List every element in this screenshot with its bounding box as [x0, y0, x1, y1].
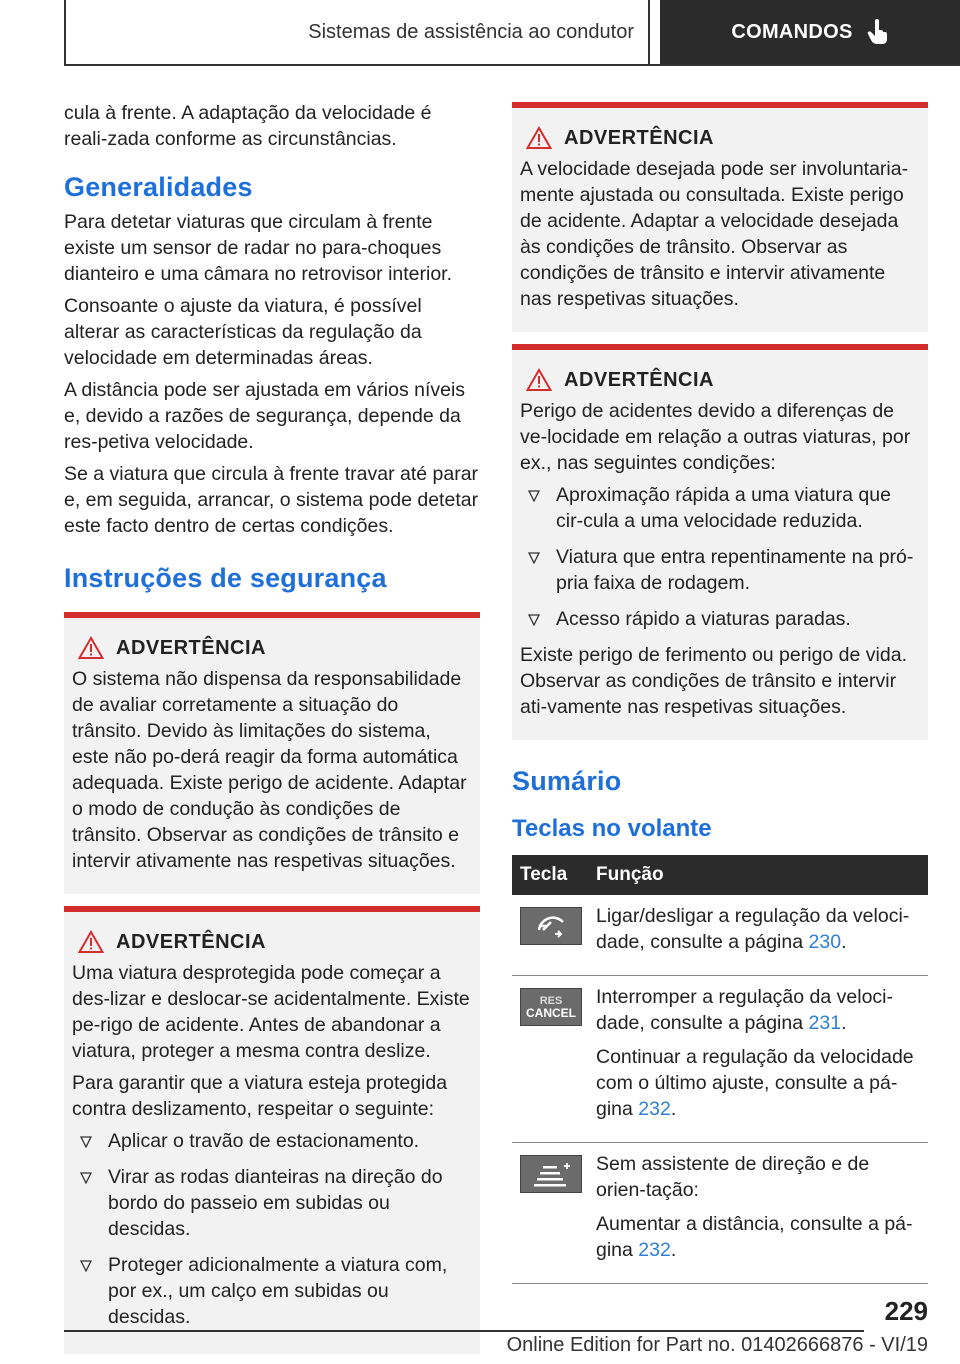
list-item-text: Virar as rodas dianteiras na direção do bordo do passeio em subidas ou descidas. — [108, 1166, 443, 1240]
heading-safety: Instruções de segurança — [64, 563, 387, 593]
warning-header — [78, 636, 472, 660]
warning-text: A velocidade desejada pode ser involuntaria-mente ajustada ou consultada. Existe perigo de acidente. Adaptar a velocidade desejada às condições de trânsito. Observar as condições de trânsito e intervir ativamente nas respetivas situações. — [520, 158, 909, 310]
table-row — [512, 895, 928, 976]
col-header-key: Tecla — [512, 855, 588, 895]
warning-box — [512, 344, 928, 740]
paragraph: A distância pode ser ajustada em vários níveis e, devido a razões de segurança, depende da res-petiva velocidade. — [64, 379, 466, 453]
table-row — [512, 1143, 928, 1284]
left-column — [64, 100, 480, 1364]
list-item-text: Viatura que entra repentinamente na pró-pria faixa de rodagem. — [556, 546, 914, 594]
warning-header — [526, 368, 920, 392]
function-text: Sem assistente de direção e de orien-tação: — [596, 1153, 870, 1201]
warning-title: ADVERTÊNCIA — [116, 930, 266, 953]
heading-steering-keys: Teclas no volante — [512, 815, 712, 842]
heading-generalidades: Generalidades — [64, 172, 253, 202]
heading-summary: Sumário — [512, 766, 622, 796]
table-row — [512, 976, 928, 1143]
cruise-control-icon — [520, 907, 582, 945]
list-item — [520, 482, 920, 534]
bullet-triangle-icon — [80, 1164, 92, 1242]
warning-list — [520, 482, 920, 632]
page-link[interactable]: 230 — [808, 931, 842, 953]
warning-header — [78, 930, 472, 954]
col-header-function: Função — [588, 855, 928, 895]
key-cell — [512, 895, 588, 976]
list-item-text: Acesso rápido a viaturas paradas. — [556, 608, 851, 630]
header-rule — [64, 64, 960, 66]
warning-text: Perigo de acidentes devido a diferenças de ve-locidade em relação a outras viaturas, por ex., nas seguintes condições: — [520, 400, 911, 474]
paragraph: Consoante o ajuste da viatura, é possível alterar as características da regulação da velocidade em determinadas áreas. — [64, 295, 422, 369]
key-cell — [512, 976, 588, 1143]
footer-rule — [64, 1330, 864, 1332]
list-item-text: Aproximação rápida a uma viatura que cir-cula a uma velocidade reduzida. — [556, 484, 891, 532]
warning-text: Existe perigo de ferimento ou perigo de vida. Observar as condições de trânsito e intervir ati-vamente nas respetivas situações. — [520, 644, 907, 718]
keys-table — [512, 855, 928, 1284]
chapter-label: COMANDOS — [731, 20, 853, 43]
function-text: Aumentar a distância, consulte a pá-gina 232. — [596, 1213, 913, 1261]
hand-pointer-icon — [867, 19, 889, 45]
table-header-row — [512, 855, 928, 895]
footer-edition: Online Edition for Part no. 01402666876 - VI/19 — [506, 1334, 928, 1356]
page-link[interactable]: 232 — [638, 1239, 671, 1261]
function-cell — [588, 976, 928, 1143]
res-cancel-icon: RES CANCEL — [520, 988, 582, 1026]
list-item — [72, 1164, 472, 1242]
header-section-title: Sistemas de assistência ao condutor — [308, 20, 634, 43]
list-item — [72, 1128, 472, 1154]
function-cell — [588, 1143, 928, 1284]
warning-box — [64, 612, 480, 894]
warning-triangle-icon — [78, 636, 104, 660]
page-link[interactable]: 231 — [808, 1012, 842, 1034]
header-separator — [648, 0, 650, 66]
warning-text: O sistema não dispensa da responsabilidade de avaliar corretamente a situação do trânsito. Devido às limitações do sistema, este não po-derá reagir da forma automática adequada. Existe perigo de acidente. Adaptar o modo de condução às condições de trânsito. Observar as condições de trânsito e intervir ativamente nas respetivas situações. — [72, 668, 467, 872]
list-item — [72, 1252, 472, 1330]
warning-box — [64, 906, 480, 1354]
bullet-triangle-icon — [528, 606, 540, 632]
warning-title: ADVERTÊNCIA — [564, 126, 714, 149]
bullet-triangle-icon — [528, 544, 540, 596]
bullet-triangle-icon — [80, 1128, 92, 1154]
list-item — [520, 606, 920, 632]
page-link[interactable]: 232 — [638, 1098, 671, 1120]
paragraph: Se a viatura que circula à frente travar até parar e, em seguida, arrancar, o sistema pode detetar este facto dentro de certas condições. — [64, 463, 479, 537]
warning-title: ADVERTÊNCIA — [564, 368, 714, 391]
warning-text: Uma viatura desprotegida pode começar a des-lizar e deslocar-se acidentalmente. Existe pe-rigo de acidente. Antes de abandonar a viatura, proteger a mesma contra deslize. — [72, 962, 470, 1062]
function-cell — [588, 895, 928, 976]
warning-list — [72, 1128, 472, 1330]
list-item-text: Aplicar o travão de estacionamento. — [108, 1130, 420, 1152]
header-chapter-tab — [660, 0, 960, 64]
intro-paragraph: cula à frente. A adaptação da velocidade é reali-zada conforme as circunstâncias. — [64, 102, 432, 150]
right-column — [512, 102, 928, 1284]
warning-box — [512, 102, 928, 332]
warning-triangle-icon — [78, 930, 104, 954]
page-number: 229 — [884, 1296, 928, 1326]
warning-text: Para garantir que a viatura esteja protegida contra deslizamento, respeitar o seguinte: — [72, 1072, 448, 1120]
warning-header — [526, 126, 920, 150]
distance-increase-icon — [520, 1155, 582, 1193]
warning-title: ADVERTÊNCIA — [116, 636, 266, 659]
list-item-text: Proteger adicionalmente a viatura com, por ex., um calço em subidas ou descidas. — [108, 1254, 448, 1328]
function-text: Interromper a regulação da veloci-dade, consulte a página 231. — [596, 986, 893, 1034]
function-text: Ligar/desligar a regulação da veloci-dade, consulte a página 230. — [596, 905, 910, 953]
paragraph: Para detetar viaturas que circulam à frente existe um sensor de radar no para-choques dianteiro e uma câmara no retrovisor interior. — [64, 211, 453, 285]
key-cell — [512, 1143, 588, 1284]
list-item — [520, 544, 920, 596]
warning-triangle-icon — [526, 368, 552, 392]
warning-triangle-icon — [526, 126, 552, 150]
bullet-triangle-icon — [528, 482, 540, 534]
function-text: Continuar a regulação da velocidade com o último ajuste, consulte a pá-gina 232. — [596, 1046, 914, 1120]
bullet-triangle-icon — [80, 1252, 92, 1330]
